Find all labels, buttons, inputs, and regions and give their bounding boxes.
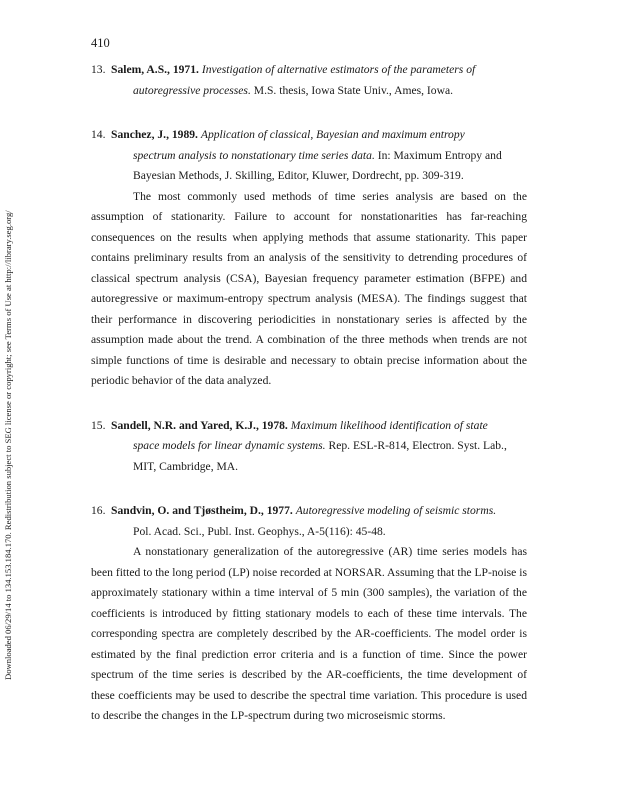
reference-16 [91,501,527,727]
reference-source: M.S. thesis, Iowa State Univ., Ames, Iowa. [253,83,453,97]
reference-title-cont: autoregressive processes. [133,83,251,97]
reference-abstract: The most commonly used methods of time series analysis are based on the assumption of stationarity. Failure to account for nonstationarities has far-reaching consequences on the results when applying methods that assume stationarity. This paper contains preliminary results from an analysis of the sensitivity to detrending procedures of classical spectrum analysis (CSA), Bayesian frequency parameter estimation (BFPE) and autoregressive or maximum-entropy spectrum analysis (MESA). The findings suggest that their performance in discovering periodicities in nonstationary series is affected by the assumption made about the trend. A combination of the three methods when trends are not simple functions of time is desirable and necessary to obtain precise information about the periodic behavior of the data analyzed. [91,189,527,387]
reference-authors: Salem, A.S., 1971. [111,63,199,76]
download-notice-text: Downloaded 06/29/14 to 134.153.184.170. Redistribution subject to SEG license or copyright; see Terms of Use at http://library.seg.org/ [3,210,13,680]
download-notice [2,120,16,680]
reference-source: Rep. ESL-R-814, Electron. Syst. Lab., [328,439,507,452]
reference-number: 13. [91,63,106,76]
reference-authors: Sanchez, J., 1989. [111,128,198,141]
reference-authors: Sandell, N.R. and Yared, K.J., 1978. [111,418,288,432]
reference-title: Investigation of alternative estimators of the parameters of [201,63,476,76]
reference-source-cont: Bayesian Methods, J. Skilling, Editor, Kluwer, Dordrecht, pp. 309-319. [133,169,464,182]
reference-title-cont: spectrum analysis to nonstationary time series data. [133,148,375,162]
reference-title: Autoregressive modeling of seismic storms. [295,504,497,517]
reference-source: In: Maximum Entropy and [377,148,502,162]
reference-number: 16. [91,504,106,517]
reference-list [91,60,527,727]
reference-title: Application of classical, Bayesian and maximum entropy [200,128,465,141]
reference-title: Maximum likelihood identification of state [290,418,488,432]
reference-15 [91,416,527,478]
reference-14 [91,125,527,392]
reference-source-cont: MIT, Cambridge, MA. [133,459,239,473]
page-number: 410 [91,36,110,50]
reference-abstract: A nonstationary generalization of the autoregressive (AR) time series models has been fitted to the long period (LP) noise recorded at NORSAR. Assuming that the LP-noise is approximately stationary within a time interval of 5 min (300 samples), the variation of the coefficients is introduced by fitting stationary models to each of these time intervals. The corresponding spectra are completely described by the AR-coefficients. The model order is estimated by the final prediction error criteria and is a function of time. Since the power spectrum of the time series is described by the AR-coefficients, the time development of these coefficients may be used to describe the spectral time variation. This procedure is used to describe the changes in the LP-spectrum during two microseismic storms. [91,545,527,722]
reference-number: 14. [91,128,106,141]
reference-title-cont: space models for linear dynamic systems. [133,439,326,452]
reference-source: Pol. Acad. Sci., Publ. Inst. Geophys., A-5(116): 45-48. [133,524,386,538]
reference-authors: Sandvin, O. and Tjøstheim, D., 1977. [111,504,293,517]
reference-13 [91,60,527,101]
reference-number: 15. [91,418,106,432]
